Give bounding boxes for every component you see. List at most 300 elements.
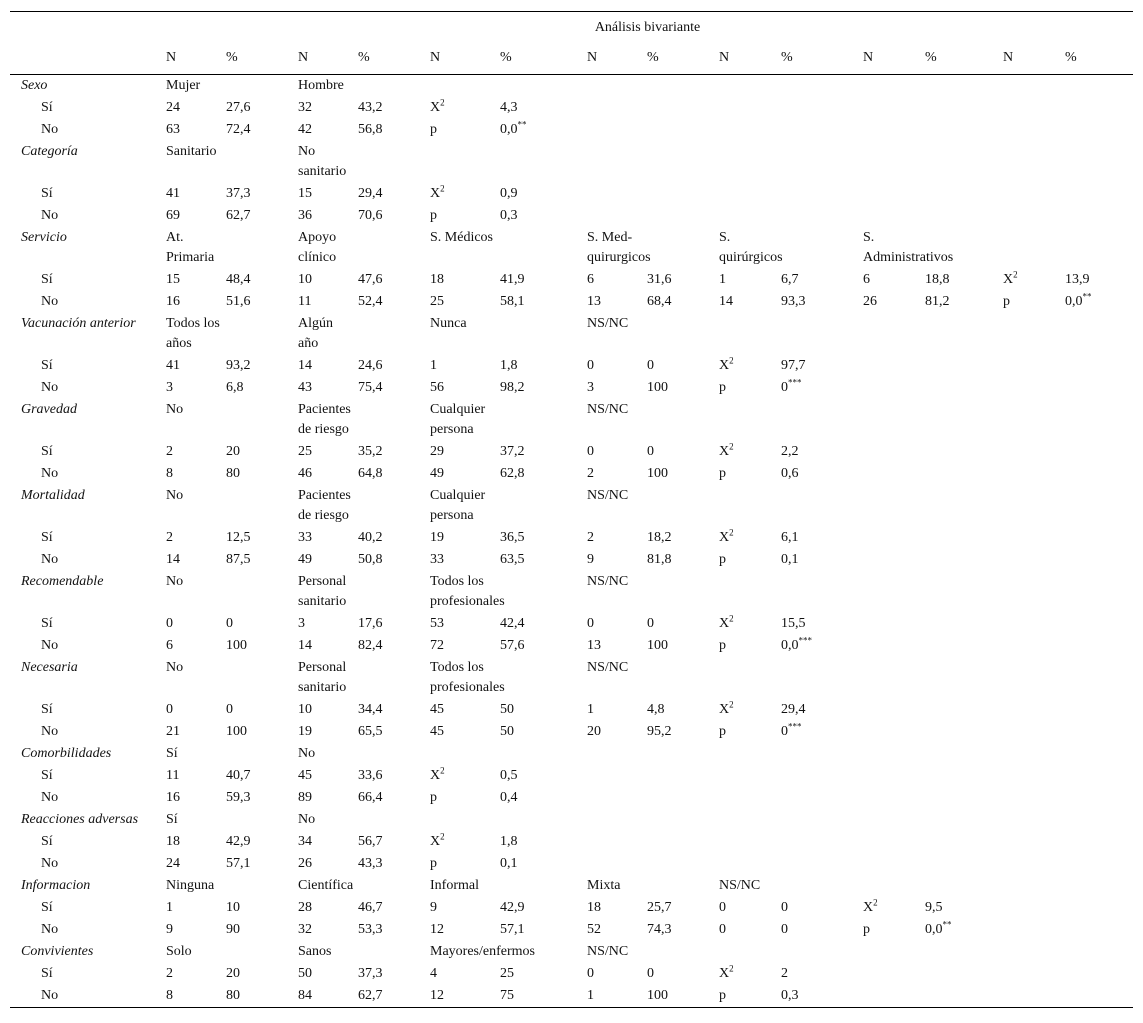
table-cell — [1065, 743, 1133, 765]
column-header: N — [587, 44, 647, 75]
table-row — [10, 721, 1133, 743]
table-cell: 100 — [647, 985, 719, 1008]
table-cell — [1065, 441, 1133, 463]
table-cell — [719, 183, 781, 205]
table-cell: 13 — [587, 638, 601, 653]
column-header: N — [863, 44, 925, 75]
table-cell — [1003, 183, 1065, 205]
table-cell: 47,6 — [358, 272, 383, 287]
table-cell — [863, 657, 925, 699]
table-cell: $X^2$ — [719, 963, 734, 981]
table-cell — [863, 183, 925, 205]
table-cell — [226, 75, 298, 98]
table-cell — [500, 743, 587, 765]
table-cell — [1065, 963, 1133, 985]
table-cell — [587, 831, 647, 853]
table-row — [10, 291, 1133, 313]
table-cell — [647, 765, 719, 787]
table-cell: 100 — [226, 638, 247, 653]
table-cell: 15 — [166, 272, 180, 287]
table-cell — [781, 657, 863, 699]
table-cell: 50 — [500, 702, 514, 717]
table-cell — [1065, 355, 1133, 377]
table-cell: Cualquier persona — [430, 488, 486, 523]
table-cell: 0 — [587, 966, 594, 981]
table-cell — [863, 441, 925, 463]
table-cell — [781, 571, 863, 613]
category-row — [10, 75, 1133, 98]
table-cell — [863, 119, 925, 141]
table-cell: NS/NC — [587, 660, 629, 675]
table-cell: 12,5 — [226, 530, 251, 545]
table-cell: 33,6 — [358, 768, 383, 783]
table-cell — [781, 743, 863, 765]
table-cell — [781, 75, 863, 98]
table-cell: 4,8 — [647, 702, 665, 717]
table-cell: $X^2$ — [719, 441, 734, 459]
category-label: Convivientes — [21, 944, 94, 959]
category-row — [10, 571, 1133, 613]
table-cell — [925, 963, 1003, 985]
table-cell — [863, 355, 925, 377]
table-cell — [781, 941, 863, 963]
table-cell — [719, 119, 781, 141]
table-cell — [647, 853, 719, 875]
table-cell — [647, 119, 719, 141]
table-cell: NS/NC — [587, 944, 629, 959]
table-cell — [925, 635, 1003, 657]
table-cell: 13 — [587, 294, 601, 309]
response-label: No — [41, 790, 59, 805]
table-cell: p — [1003, 294, 1010, 309]
bivariate-table-container — [10, 11, 1133, 1008]
table-cell: NS/NC — [587, 488, 629, 503]
table-row — [10, 699, 1133, 721]
table-cell — [925, 941, 1003, 963]
table-cell — [1003, 571, 1065, 613]
table-cell — [925, 399, 1003, 441]
table-cell — [719, 765, 781, 787]
table-cell — [781, 119, 863, 141]
table-cell: 26 — [298, 856, 312, 871]
table-cell — [1065, 141, 1133, 183]
column-header: N — [430, 44, 500, 75]
table-cell — [925, 721, 1003, 743]
table-cell: 90 — [226, 922, 240, 937]
table-cell: 1 — [587, 702, 594, 717]
table-cell — [1065, 183, 1133, 205]
table-cell — [647, 205, 719, 227]
table-cell — [719, 743, 781, 765]
table-cell: 42,9 — [500, 900, 525, 915]
table-cell: 75 — [500, 985, 587, 1008]
table-cell: $X^2$ — [430, 183, 445, 201]
table-row — [10, 119, 1133, 141]
response-label: No — [41, 922, 59, 937]
table-cell: 8 — [166, 985, 226, 1008]
table-cell — [1065, 787, 1133, 809]
table-cell — [1003, 809, 1065, 831]
table-cell: p — [430, 790, 437, 805]
category-row — [10, 399, 1133, 441]
table-cell: 53,3 — [358, 922, 383, 937]
table-cell — [863, 743, 925, 765]
table-cell — [1003, 227, 1065, 269]
table-cell: At. Primaria — [166, 230, 215, 265]
table-cell — [925, 183, 1003, 205]
table-cell: Informal — [430, 878, 479, 893]
table-cell: 80 — [226, 985, 298, 1008]
response-label: Sí — [41, 100, 53, 115]
column-header: % — [500, 44, 587, 75]
table-cell — [358, 485, 430, 527]
table-cell — [1065, 97, 1133, 119]
response-label: Sí — [41, 702, 53, 717]
table-cell: No — [298, 746, 316, 761]
table-cell: 14 — [166, 552, 180, 567]
table-row — [10, 963, 1133, 985]
response-label: Sí — [41, 530, 53, 545]
table-cell — [647, 97, 719, 119]
table-cell: 25 — [500, 966, 514, 981]
table-cell: 81,2 — [925, 294, 950, 309]
column-header: % — [781, 44, 863, 75]
table-cell — [863, 853, 925, 875]
table-cell: 36,5 — [500, 530, 525, 545]
table-cell — [1065, 897, 1133, 919]
table-cell: 11 — [298, 294, 312, 309]
table-cell — [647, 227, 719, 269]
table-cell — [1065, 809, 1133, 831]
table-cell: 97,7 — [781, 358, 806, 373]
table-cell: 42,4 — [500, 616, 525, 631]
table-cell — [781, 227, 863, 269]
table-cell — [719, 809, 781, 831]
table-cell: 0 — [226, 616, 233, 631]
table-cell: 0,0** — [1065, 291, 1092, 309]
response-label: Sí — [41, 966, 53, 981]
table-cell: 29 — [430, 444, 444, 459]
table-cell — [226, 313, 298, 355]
category-row — [10, 657, 1133, 699]
table-cell — [719, 657, 781, 699]
table-cell — [358, 571, 430, 613]
table-cell: 41 — [166, 358, 180, 373]
response-label: No — [41, 638, 59, 653]
column-header: % — [358, 44, 430, 75]
table-cell — [1003, 919, 1065, 941]
table-cell: 1 — [587, 985, 647, 1008]
table-cell — [1065, 527, 1133, 549]
table-cell — [430, 743, 500, 765]
table-row — [10, 919, 1133, 941]
table-cell — [358, 809, 430, 831]
table-cell: 50,8 — [358, 552, 383, 567]
table-cell: Apoyo clínico — [298, 230, 337, 265]
table-cell — [863, 963, 925, 985]
response-label: No — [10, 985, 166, 1008]
table-cell: 52,4 — [358, 294, 383, 309]
table-cell: 6,1 — [781, 530, 799, 545]
table-cell — [226, 227, 298, 269]
table-cell — [358, 75, 430, 98]
table-cell: 0,3 — [500, 208, 518, 223]
table-cell — [925, 119, 1003, 141]
table-cell: 40,2 — [358, 530, 383, 545]
table-cell: $X^2$ — [863, 897, 878, 915]
table-cell: NS/NC — [587, 574, 629, 589]
table-cell: Todos los profesionales — [430, 574, 505, 609]
table-cell — [925, 699, 1003, 721]
table-cell — [925, 75, 1003, 98]
table-cell: 48,4 — [226, 272, 251, 287]
table-cell — [500, 227, 587, 269]
table-cell: 16 — [166, 294, 180, 309]
category-row — [10, 227, 1133, 269]
table-cell: 2 — [166, 966, 173, 981]
table-cell: $X^2$ — [719, 527, 734, 545]
table-cell: 10 — [298, 702, 312, 717]
table-cell: 9 — [166, 922, 173, 937]
table-cell: 45 — [430, 724, 444, 739]
table-cell: 32 — [298, 100, 312, 115]
table-cell: Sí — [166, 746, 178, 761]
table-cell — [925, 463, 1003, 485]
table-cell — [500, 809, 587, 831]
table-row — [10, 613, 1133, 635]
table-cell — [719, 205, 781, 227]
table-cell — [719, 97, 781, 119]
table-cell: NS/NC — [587, 316, 629, 331]
table-cell: 100 — [226, 724, 247, 739]
table-cell — [863, 831, 925, 853]
table-cell: Sanitario — [166, 144, 217, 159]
table-row — [10, 549, 1133, 571]
table-cell — [1003, 657, 1065, 699]
category-label: Sexo — [21, 78, 48, 93]
table-cell: Hombre — [298, 78, 344, 93]
table-cell — [1003, 205, 1065, 227]
table-cell — [587, 183, 647, 205]
table-cell — [781, 787, 863, 809]
response-label: No — [41, 208, 59, 223]
table-cell — [863, 635, 925, 657]
table-cell: 40,7 — [226, 768, 251, 783]
table-cell: 41,9 — [500, 272, 525, 287]
table-row — [10, 205, 1133, 227]
table-cell — [1065, 919, 1133, 941]
table-cell — [863, 787, 925, 809]
table-cell — [587, 809, 647, 831]
table-cell — [1003, 527, 1065, 549]
column-header: % — [226, 44, 298, 75]
table-cell: 13,9 — [1065, 272, 1090, 287]
table-cell — [647, 571, 719, 613]
table-cell: 15 — [298, 186, 312, 201]
table-cell: 56,8 — [358, 122, 383, 137]
table-cell — [587, 853, 647, 875]
table-cell: 45 — [298, 768, 312, 783]
table-cell: 1,8 — [500, 834, 518, 849]
table-row — [10, 527, 1133, 549]
table-cell: 43 — [298, 380, 312, 395]
table-cell — [647, 485, 719, 527]
table-row — [10, 897, 1133, 919]
table-cell — [1065, 613, 1133, 635]
table-cell — [1065, 853, 1133, 875]
table-cell — [1065, 635, 1133, 657]
table-cell — [1003, 897, 1065, 919]
table-cell: 0 — [719, 922, 726, 937]
table-cell — [1003, 941, 1065, 963]
table-cell: 14 — [298, 638, 312, 653]
table-cell — [925, 549, 1003, 571]
table-cell — [863, 875, 925, 897]
table-cell — [1003, 97, 1065, 119]
table-cell — [1003, 463, 1065, 485]
response-label: No — [41, 552, 59, 567]
table-cell — [1065, 765, 1133, 787]
table-cell — [500, 75, 587, 98]
table-row — [10, 377, 1133, 399]
table-cell: 56 — [430, 380, 444, 395]
table-cell — [925, 787, 1003, 809]
table-row — [10, 463, 1133, 485]
table-cell — [781, 765, 863, 787]
response-label: No — [41, 122, 59, 137]
table-cell: 18 — [166, 834, 180, 849]
table-cell — [1003, 743, 1065, 765]
table-cell — [587, 743, 647, 765]
table-cell — [587, 75, 647, 98]
table-body — [10, 75, 1133, 1008]
category-label: Recomendable — [21, 574, 104, 589]
table-cell — [925, 313, 1003, 355]
table-cell — [226, 809, 298, 831]
table-cell — [781, 205, 863, 227]
table-cell — [358, 941, 430, 963]
table-cell — [863, 613, 925, 635]
table-cell: $X^2$ — [1003, 269, 1018, 287]
table-cell — [358, 399, 430, 441]
column-header: % — [1065, 44, 1133, 75]
table-cell — [500, 875, 587, 897]
table-cell: 2,2 — [781, 444, 799, 459]
table-cell — [1003, 699, 1065, 721]
table-cell — [863, 205, 925, 227]
table-cell — [719, 571, 781, 613]
table-cell — [781, 313, 863, 355]
table-cell — [863, 75, 925, 98]
table-cell: 2 — [587, 466, 594, 481]
table-cell: S. Médicos — [430, 230, 493, 245]
table-cell — [719, 485, 781, 527]
response-label: No — [41, 724, 59, 739]
table-cell: 0 — [647, 966, 654, 981]
table-cell: 63,5 — [500, 552, 525, 567]
column-header: % — [925, 44, 1003, 75]
table-cell: 50 — [298, 966, 312, 981]
table-cell: 1,8 — [500, 358, 518, 373]
table-cell — [1065, 831, 1133, 853]
table-cell: 16 — [166, 790, 180, 805]
table-cell — [500, 571, 587, 613]
table-cell: 18 — [587, 900, 601, 915]
table-cell: 70,6 — [358, 208, 383, 223]
table-cell: 33 — [298, 530, 312, 545]
table-cell — [863, 571, 925, 613]
table-cell: $X^2$ — [430, 765, 445, 783]
table-cell: 1 — [430, 358, 437, 373]
table-cell: p — [430, 856, 437, 871]
table-cell — [1065, 119, 1133, 141]
table-cell: 18,2 — [647, 530, 672, 545]
table-cell — [925, 377, 1003, 399]
table-cell — [647, 75, 719, 98]
table-cell: Ninguna — [166, 878, 215, 893]
table-cell: 6 — [166, 638, 173, 653]
table-cell: 81,8 — [647, 552, 672, 567]
table-cell: Sanos — [298, 944, 332, 959]
response-label: Sí — [41, 358, 53, 373]
column-header-row — [10, 44, 1133, 75]
table-cell: 34 — [298, 834, 312, 849]
table-cell: 57,1 — [500, 922, 525, 937]
table-cell — [863, 765, 925, 787]
table-cell — [226, 399, 298, 441]
table-cell — [1065, 75, 1133, 98]
table-row — [10, 269, 1133, 291]
category-row — [10, 485, 1133, 527]
table-cell: 57,6 — [500, 638, 525, 653]
table-cell: p — [430, 208, 437, 223]
table-cell — [647, 875, 719, 897]
table-cell — [925, 485, 1003, 527]
column-header: N — [719, 44, 781, 75]
table-cell: 62,7 — [358, 985, 430, 1008]
response-label: Sí — [41, 444, 53, 459]
table-cell — [925, 743, 1003, 765]
category-row — [10, 941, 1133, 963]
table-cell — [1003, 119, 1065, 141]
table-cell — [863, 527, 925, 549]
table-cell — [358, 743, 430, 765]
table-cell — [1065, 227, 1133, 269]
table-cell — [226, 485, 298, 527]
table-cell: 27,6 — [226, 100, 251, 115]
table-cell: 15,5 — [781, 616, 806, 631]
table-cell: Nunca — [430, 316, 467, 331]
table-cell: 9,5 — [925, 900, 943, 915]
table-row — [10, 355, 1133, 377]
table-row — [10, 853, 1133, 875]
table-cell: 95,2 — [647, 724, 672, 739]
table-cell — [1065, 463, 1133, 485]
table-cell — [863, 399, 925, 441]
table-cell: 33 — [430, 552, 444, 567]
table-cell — [647, 657, 719, 699]
table-cell: 3 — [166, 380, 173, 395]
table-cell — [925, 355, 1003, 377]
table-cell — [863, 941, 925, 963]
table-cell — [719, 313, 781, 355]
table-cell — [781, 183, 863, 205]
table-cell — [587, 119, 647, 141]
bivariate-analysis-table — [10, 11, 1133, 1008]
table-cell: 100 — [647, 380, 668, 395]
table-cell: 93,2 — [226, 358, 251, 373]
table-cell: 0*** — [781, 377, 802, 395]
